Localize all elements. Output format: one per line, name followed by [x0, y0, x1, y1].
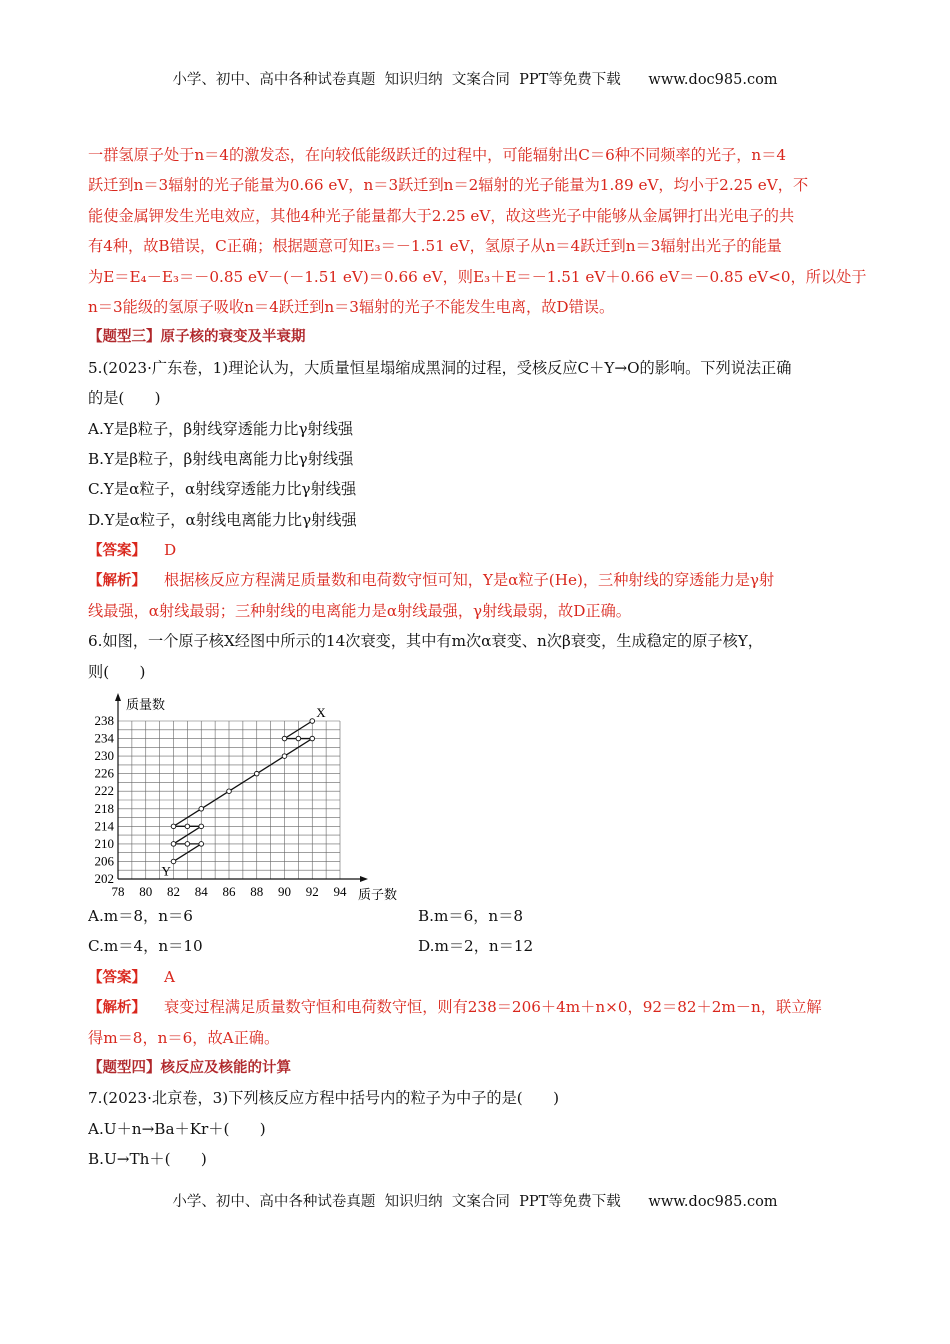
- x-tick-label: 80: [139, 884, 153, 900]
- q7-stem: 7.(2023·北京卷，3)下列核反应方程中括号内的粒子为中子的是( ): [88, 1089, 560, 1108]
- x-axis-arrow: [360, 876, 368, 882]
- section-4-title: 【题型四】核反应及核能的计算: [88, 1059, 291, 1076]
- y-tick-label: 222: [94, 783, 114, 799]
- q5-stem-line: 的是( ): [88, 389, 161, 408]
- analysis-label: 【解析】: [88, 573, 146, 590]
- answer-value: D: [164, 541, 177, 560]
- q6-analysis-line: [88, 992, 866, 1022]
- q6-options-row: [88, 901, 866, 931]
- q6-answer: [88, 962, 866, 992]
- y-tick-label: 214: [94, 818, 114, 834]
- q5-analysis-line: 线最强，α射线最弱；三种射线的电离能力是α射线最强，γ射线最弱，故D正确。: [88, 601, 631, 620]
- answer-value: A: [164, 967, 175, 986]
- decay-point: [227, 789, 232, 794]
- explanation-line: 为E＝E₄－E₃＝－0.85 eV－(－1.51 eV)＝0.66 eV，则E₃＋E＝－1.51 eV＋0.66 eV＝－0.85 eV<0，所以处于: [88, 267, 866, 286]
- decay-chart: [88, 687, 866, 901]
- q6-options-row: [88, 931, 866, 961]
- previous-explanation: [88, 140, 866, 322]
- decay-point: [199, 842, 204, 847]
- answer-label: 【答案】: [88, 543, 146, 560]
- section-3-title: 【题型三】原子核的衰变及半衰期: [88, 329, 306, 346]
- explanation-line: 跃迁到n＝3辐射的光子能量为0.66 eV，n＝3跃迁到n＝2辐射的光子能量为1.89 eV，均小于2.25 eV，不: [88, 176, 809, 195]
- decay-point: [282, 736, 287, 741]
- x-tick-label: 86: [222, 884, 236, 900]
- x-tick-label: 90: [278, 884, 291, 900]
- q6-option-a: A.m＝8，n＝6: [88, 907, 193, 926]
- y-tick-label: 238: [94, 713, 114, 729]
- decay-point: [171, 824, 176, 829]
- y-tick-label: 218: [94, 800, 114, 816]
- question-7: [88, 1083, 866, 1174]
- y-tick-label: 230: [94, 748, 114, 764]
- decay-point: [296, 736, 301, 741]
- x-tick-label: 78: [111, 884, 125, 900]
- decay-point: [185, 824, 190, 829]
- x-tick-label: 92: [305, 884, 319, 900]
- decay-point: [254, 771, 259, 776]
- decay-point: [199, 824, 204, 829]
- q6-analysis-line: 得m＝8，n＝6，故A正确。: [88, 1028, 280, 1047]
- y-axis-label: 质量数: [126, 697, 166, 713]
- y-tick-label: 226: [94, 765, 114, 781]
- q5-option-c: C.Y是α粒子，α射线穿透能力比γ射线强: [88, 480, 357, 499]
- y-tick-label: 234: [94, 730, 114, 746]
- q7-option-b: B.U→Th＋( ): [88, 1150, 207, 1169]
- explanation-line: 有4种，故B错误，C正确；根据题意可知E₃＝－1.51 eV，氢原子从n＝4跃迁到n＝3辐射出光子的能量: [88, 237, 782, 256]
- y-tick-label: 210: [94, 835, 114, 851]
- y-tick-label: 206: [94, 853, 114, 869]
- decay-point: [310, 719, 315, 724]
- explanation-line: 一群氢原子处于n＝4的激发态，在向较低能级跃迁的过程中，可能辐射出C＝6种不同频率的光子，n＝4: [88, 146, 787, 164]
- q6-option-c: C.m＝4，n＝10: [88, 937, 203, 956]
- point-label-x: X: [316, 705, 326, 721]
- q5-stem-line: 5.(2023·广东卷，1)理论认为，大质量恒星塌缩成黑洞的过程，受核反应C＋Y→O的影响。下列说法正确: [88, 358, 792, 377]
- decay-point: [282, 754, 287, 759]
- page-footer: 小学、初中、高中各种试卷真题 知识归纳 文案合同 PPT等免费下载 www.doc985.com: [172, 1194, 778, 1210]
- x-tick-label: 88: [250, 884, 264, 900]
- x-tick-label: 82: [167, 884, 180, 900]
- decay-chart-svg: [80, 687, 400, 901]
- q7-option-a: A.U＋n→Ba＋Kr＋( ): [88, 1119, 266, 1138]
- y-axis-arrow: [115, 693, 121, 701]
- q6-option-d: D.m＝2，n＝12: [418, 937, 534, 956]
- q5-option-a: A.Y是β粒子，β射线穿透能力比γ射线强: [88, 419, 354, 438]
- q5-option-d: D.Y是α粒子，α射线电离能力比γ射线强: [88, 510, 357, 529]
- q6-option-b: B.m＝6，n＝8: [418, 907, 524, 926]
- decay-point: [171, 859, 176, 864]
- q5-option-b: B.Y是β粒子，β射线电离能力比γ射线强: [88, 449, 354, 468]
- q6-stem-line: 则( ): [88, 662, 146, 681]
- page-header: 小学、初中、高中各种试卷真题 知识归纳 文案合同 PPT等免费下载 www.doc985.com: [172, 72, 778, 88]
- page-content: [88, 140, 866, 1175]
- explanation-line: n＝3能级的氢原子吸收n＝4跃迁到n＝3辐射的光子不能发生电离，故D错误。: [88, 297, 615, 316]
- decay-point: [185, 842, 190, 847]
- x-tick-label: 94: [333, 884, 347, 900]
- question-6: [88, 626, 866, 1053]
- analysis-label: 【解析】: [88, 1000, 146, 1017]
- x-axis-label: 质子数: [358, 887, 398, 902]
- q6-stem-line: 6.如图，一个原子核X经图中所示的14次衰变，其中有m次α衰变、n次β衰变，生成稳定的原子核Y，: [88, 632, 763, 651]
- q5-analysis-line: [88, 565, 866, 595]
- x-tick-label: 84: [194, 884, 208, 900]
- point-label-y: Y: [161, 863, 171, 879]
- decay-point: [171, 842, 176, 847]
- decay-point: [310, 736, 315, 741]
- explanation-line: 能使金属钾发生光电效应，其他4种光子能量都大于2.25 eV，故这些光子中能够从金属钾打出光电子的共: [88, 206, 795, 225]
- q5-answer: [88, 535, 866, 565]
- decay-point: [199, 807, 204, 812]
- analysis-text: 根据核反应方程满足质量数和电荷数守恒可知，Y是α粒子(He)，三种射线的穿透能力是γ射: [164, 571, 775, 590]
- y-tick-label: 202: [94, 871, 114, 887]
- question-5: [88, 353, 866, 627]
- analysis-text: 衰变过程满足质量数守恒和电荷数守恒，则有238＝206＋4m＋n×0，92＝82＋2m－n，联立解: [164, 998, 822, 1017]
- answer-label: 【答案】: [88, 969, 146, 986]
